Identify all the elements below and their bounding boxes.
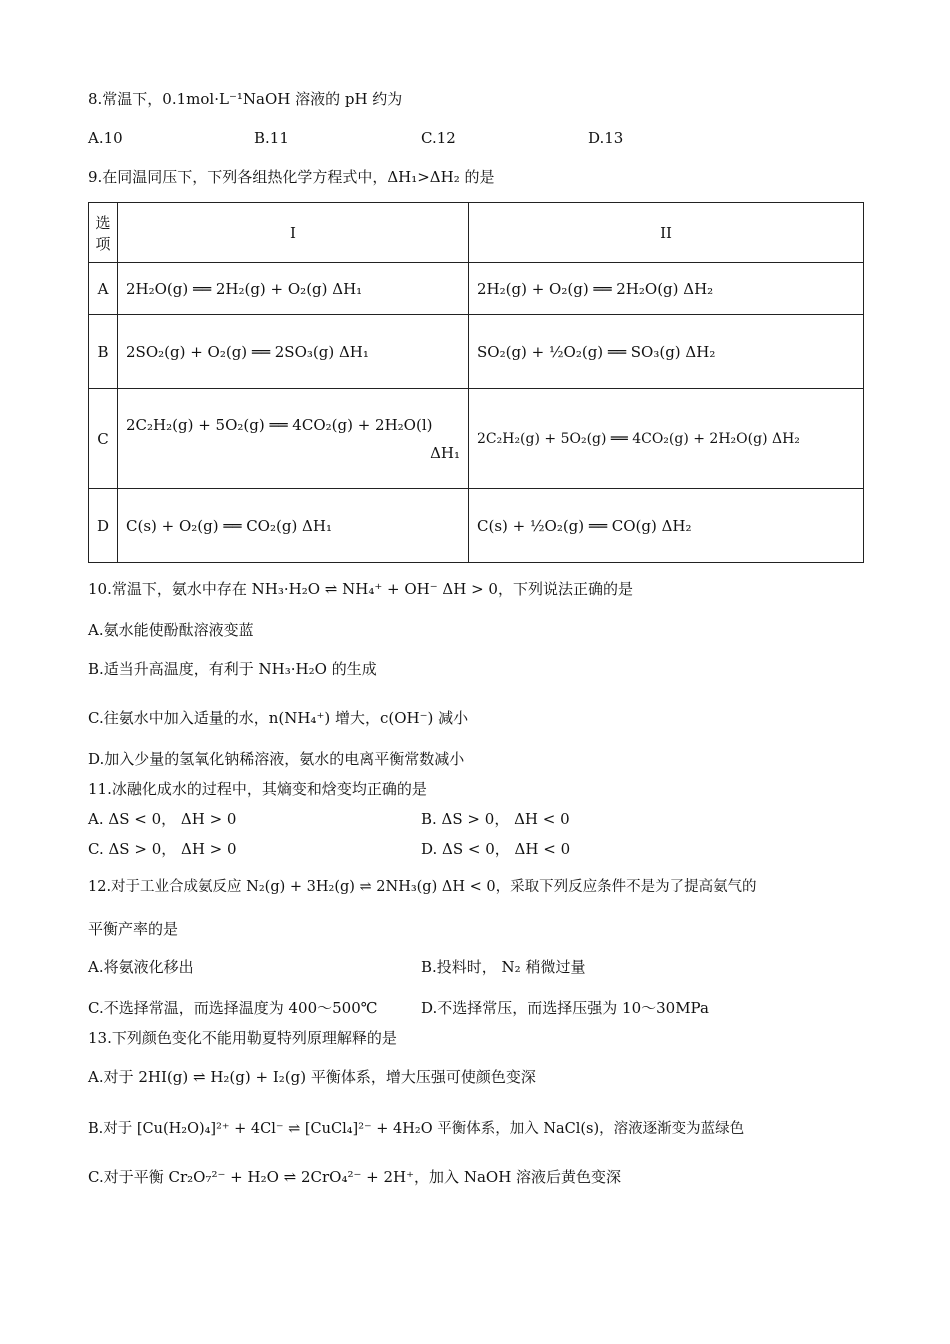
q12-stem-line1: 12.对于工业合成氨反应 N₂(g) + 3H₂(g) ⇌ 2NH₃(g) ΔH < 0，采取下列反应条件不是为了提高氨气的 [88,879,757,895]
q9-eq1-cell [118,389,469,489]
q9-eq1-delta: ΔH₁ [430,443,460,462]
q8-stem: 8.常温下，0.1mol·L⁻¹NaOH 溶液的 pH 约为 [88,90,403,108]
q13-option-a: A.对于 2HI(g) ⇌ H₂(g) + I₂(g) 平衡体系，增大压强可使颜色变深 [88,1068,536,1086]
q9-table [88,202,864,563]
q10-option-d: D.加入少量的氢氧化钠稀溶液，氨水的电离平衡常数减小 [88,750,465,768]
q8-option-a: A.10 [88,129,123,147]
q9-eq1: 2C₂H₂(g) + 5O₂(g) ══ 4CO₂(g) + 2H₂O(l) [126,415,433,434]
q11-option-c: C. ΔS > 0， ΔH > 0 [88,840,237,858]
q11-stem: 11.冰融化成水的过程中，其熵变和焓变均正确的是 [88,780,427,798]
q9-row-label: C [89,389,118,489]
q10-option-a: A.氨水能使酚酞溶液变蓝 [88,621,254,639]
q13-option-c: C.对于平衡 Cr₂O₇²⁻ + H₂O ⇌ 2CrO₄²⁻ + 2H⁺，加入 NaOH 溶液后黄色变深 [88,1168,622,1186]
q9-stem: 9.在同温同压下，下列各组热化学方程式中，ΔH₁>ΔH₂ 的是 [88,168,495,186]
q9-row-d [89,489,864,563]
q9-eq2: 2H₂(g) + O₂(g) ══ 2H₂O(g) ΔH₂ [469,263,864,315]
q8-option-d: D.13 [588,129,624,147]
q9-row-label: A [89,263,118,315]
q10-option-b: B.适当升高温度，有利于 NH₃·H₂O 的生成 [88,660,377,678]
q9-row-b [89,315,864,389]
q9-eq2: 2C₂H₂(g) + 5O₂(g) ══ 4CO₂(g) + 2H₂O(g) ΔH₂ [469,389,864,489]
q10-option-c: C.往氨水中加入适量的水，n(NH₄⁺) 增大，c(OH⁻) 减小 [88,709,469,727]
q12-stem-line2: 平衡产率的是 [88,920,179,938]
q9-header-col1: I [118,203,469,263]
q9-eq1: C(s) + O₂(g) ══ CO₂(g) ΔH₁ [118,489,469,563]
q9-row-c [89,389,864,489]
q13-option-b: B.对于 [Cu(H₂O)₄]²⁺ + 4Cl⁻ ⇌ [CuCl₄]²⁻ + 4H₂O 平衡体系，加入 NaCl(s)，溶液逐渐变为蓝绿色 [88,1121,745,1137]
q12-option-b: B.投料时， N₂ 稍微过量 [421,958,586,976]
q11-option-a: A. ΔS < 0， ΔH > 0 [88,810,237,828]
q9-row-a [89,263,864,315]
q9-row-label: D [89,489,118,563]
q9-eq2: C(s) + ½O₂(g) ══ CO(g) ΔH₂ [469,489,864,563]
q11-option-b: B. ΔS > 0， ΔH < 0 [421,810,570,828]
q12-option-c: C.不选择常温，而选择温度为 400～500℃ [88,999,378,1017]
q10-stem: 10.常温下，氨水中存在 NH₃·H₂O ⇌ NH₄⁺ + OH⁻ ΔH > 0，下列说法正确的是 [88,580,633,598]
q9-eq1: 2SO₂(g) + O₂(g) ══ 2SO₃(g) ΔH₁ [118,315,469,389]
q13-stem: 13.下列颜色变化不能用勒夏特列原理解释的是 [88,1029,397,1047]
q9-header-label: 选项 [89,203,118,263]
q11-option-d: D. ΔS < 0， ΔH < 0 [421,840,571,858]
q9-row-label: B [89,315,118,389]
q8-option-c: C.12 [421,129,456,147]
q12-option-a: A.将氨液化移出 [88,958,194,976]
q9-eq1: 2H₂O(g) ══ 2H₂(g) + O₂(g) ΔH₁ [118,263,469,315]
q12-option-d: D.不选择常压，而选择压强为 10～30MPa [421,999,709,1017]
q8-option-b: B.11 [254,129,289,147]
q9-header-col2: II [469,203,864,263]
q9-eq2: SO₂(g) + ½O₂(g) ══ SO₃(g) ΔH₂ [469,315,864,389]
q9-table-header-row [89,203,864,263]
